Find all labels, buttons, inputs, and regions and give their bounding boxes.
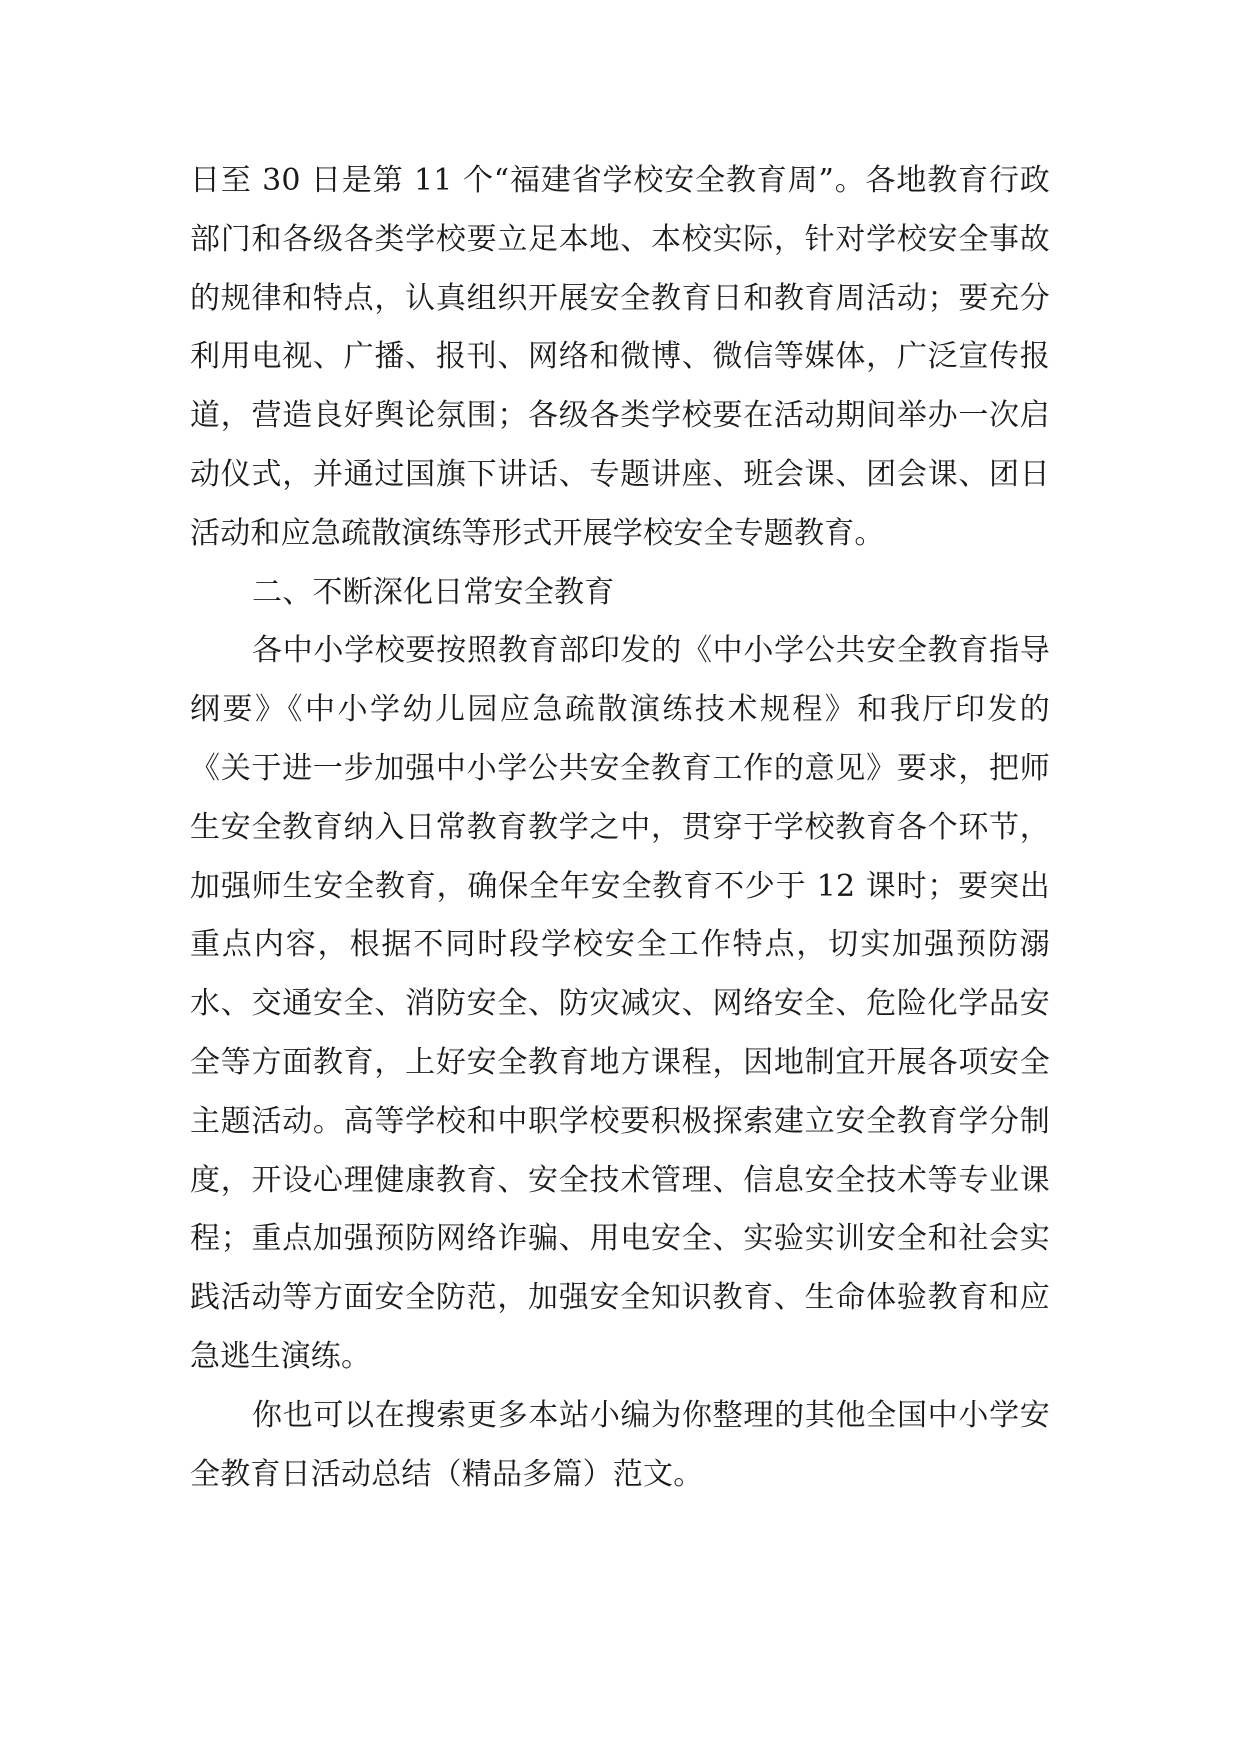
paragraph-daily-education: 各中小学校要按照教育部印发的《中小学公共安全教育指导纲要》《中小学幼儿园应急疏散演练技术规程》和我厅印发的《关于进一步加强中小学公共安全教育工作的意见》要求，把师生安全教育纳入日常教育教学之中，贯穿于学校教育各个环节，加强师生安全教育，确保全年安全教育不少于 12 课时；要突出重点内容，根据不同时段学校安全工作特点，切实加强预防溺水、交通安全、消防安全、防灾减灾、网络安全、危险化学品安全等方面教育，上好安全教育地方课程，因地制宜开展各项安全主题活动。高等学校和中职学校要积极探索建立安全教育学分制度，开设心理健康教育、安全技术管理、信息安全技术等专业课程；重点加强预防网络诈骗、用电安全、实验实训安全和社会实践活动等方面安全防范，加强安全知识教育、生命体验教育和应急逃生演练。 [190,633,1050,1374]
paragraph-closing-note: 你也可以在搜索更多本站小编为你整理的其他全国中小学安全教育日活动总结（精品多篇）范文。 [190,1397,1050,1492]
document-page [190,152,1050,1504]
section-heading: 二、不断深化日常安全教育 [252,574,615,610]
paragraph-continuation: 日至 30 日是第 11 个“福建省学校安全教育周”。各地教育行政部门和各级各类学校要立足本地、本校实际，针对学校安全事故的规律和特点，认真组织开展安全教育日和教育周活动；要充分利用电视、广播、报刊、网络和微博、微信等媒体，广泛宣传报道，营造良好舆论氛围；各级各类学校要在活动期间举办一次启动仪式，并通过国旗下讲话、专题讲座、班会课、团会课、团日活动和应急疏散演练等形式开展学校安全专题教育。 [190,163,1050,551]
